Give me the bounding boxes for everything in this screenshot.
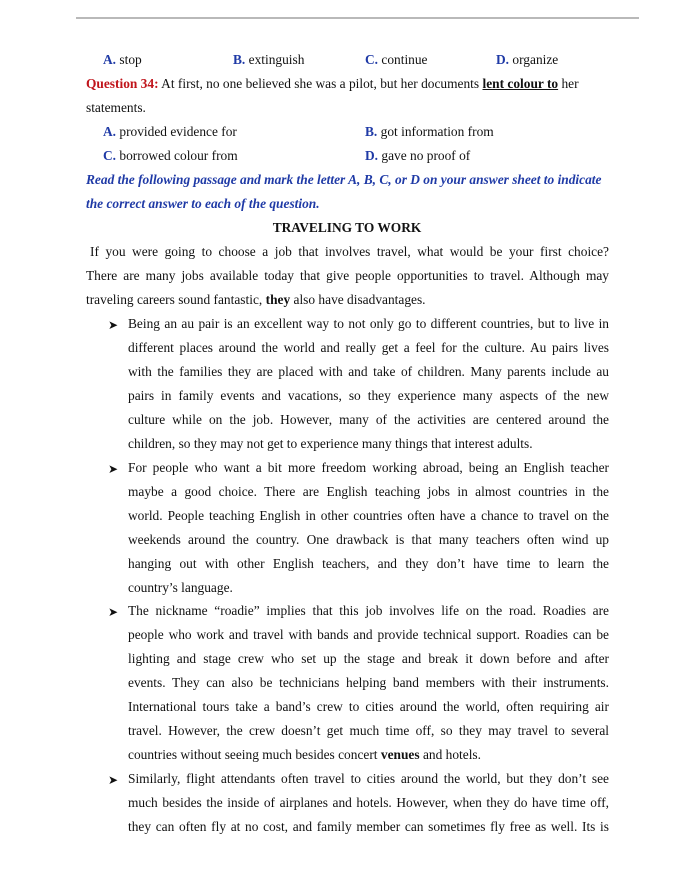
q34-stem-line2: statements.	[86, 100, 146, 115]
para4-line: they can often fly at no cost, and family member can sometimes fly free as well. Its is	[128, 819, 609, 834]
bullet-arrow-icon: ➤	[108, 462, 119, 476]
option-text: got information from	[380, 124, 494, 139]
emphasized-word: venues	[380, 747, 420, 762]
option-text: borrowed colour from	[119, 148, 238, 163]
intro-line: There are many jobs available today that give people opportunities to travel. Although may	[86, 268, 609, 283]
emphasized-word: they	[265, 292, 291, 307]
para3-line: lighting and stage crew who set up the stage and break it down before and after	[128, 651, 609, 666]
para2-line: For people who want a bit more freedom working abroad, being an English teacher	[128, 460, 609, 475]
option-text: extinguish	[248, 52, 305, 67]
option-text: provided evidence for	[119, 124, 237, 139]
para2-line: maybe a good choice. There are English teaching jobs in almost countries in the	[128, 484, 609, 499]
para1-line: with the families they are placed with and take of children. Many parents include au	[128, 364, 609, 379]
q34-stem	[86, 76, 610, 92]
para1-line: pairs in family events and vacations, so they experience many aspects of the new	[128, 388, 609, 403]
option-text: stop	[119, 52, 142, 67]
para3-line: The nickname “roadie” implies that this job involves life on the road. Roadies are	[128, 603, 609, 618]
option-label: C.	[103, 148, 117, 163]
option-label: B.	[233, 52, 246, 67]
option-label: D.	[365, 148, 379, 163]
question-text-end: her	[561, 76, 579, 91]
option-label: A.	[103, 52, 117, 67]
intro-line: If you were going to choose a job that involves travel, what would be your first choice?	[90, 244, 609, 259]
question-text: At first, no one believed she was a pilot, but her documents	[161, 76, 480, 91]
intro-last-line	[86, 292, 426, 308]
q34-option-b	[365, 124, 494, 140]
para1-line: children, so they may not get to experience many things that interest adults.	[128, 436, 533, 451]
passage-title: TRAVELING TO WORK	[272, 220, 422, 235]
top-rule	[76, 17, 639, 19]
option-label: D.	[496, 52, 510, 67]
para3-line: events. They can also be technicians helping band members with their instruments.	[128, 675, 609, 690]
bullet-arrow-icon: ➤	[108, 605, 119, 619]
para4-line: Similarly, flight attendants often travel to cities around the world, but they don’t see	[128, 771, 609, 786]
para3-line-end: and hotels.	[422, 747, 481, 762]
para2-line: world. People teaching English in other countries often have a chance to travel on the	[128, 508, 609, 523]
q33-option-c	[365, 52, 428, 68]
option-label: C.	[365, 52, 379, 67]
para3-line: International tours take a band’s crew to cities around the world, often requiring air	[128, 699, 609, 714]
para3-line: countries without seeing much besides concert	[128, 747, 378, 762]
q34-option-a	[103, 124, 237, 140]
para1-line: different places around the world and really get a feel for the culture. Au pairs lives	[128, 340, 609, 355]
q33-option-b	[233, 52, 304, 68]
intro-line-end: also have disadvantages.	[293, 292, 426, 307]
instruction-line-2: the correct answer to each of the question.	[86, 196, 320, 211]
para2-line: weekends around the country. One drawback is that many teachers often wind up	[128, 532, 609, 547]
option-text: organize	[512, 52, 559, 67]
para3-line: travel. However, the crew doesn’t get much time off, so they may travel to several	[128, 723, 609, 738]
intro-line: traveling careers sound fantastic,	[86, 292, 263, 307]
q33-option-d	[496, 52, 558, 68]
option-text: continue	[381, 52, 428, 67]
option-label: B.	[365, 124, 378, 139]
bullet-arrow-icon: ➤	[108, 773, 119, 787]
option-label: A.	[103, 124, 117, 139]
q34-option-c	[103, 148, 238, 164]
bullet-arrow-icon: ➤	[108, 318, 119, 332]
para2-line: hanging out with other English teachers, and they don’t have time to learn the	[128, 556, 609, 571]
para2-line: country’s language.	[128, 580, 233, 595]
para4-line: much besides the inside of airplanes and hotels. However, when they do have time off,	[128, 795, 609, 810]
instruction-line-1: Read the following passage and mark the letter A, B, C, or D on your answer sheet to indicate	[86, 172, 602, 187]
para1-line: culture while on the job. However, many of the activities are centered around the	[128, 412, 609, 427]
q33-option-a	[103, 52, 142, 68]
highlighted-phrase: lent colour to	[482, 76, 559, 91]
para3-last-line	[128, 747, 481, 763]
question-number: Question 34:	[86, 76, 159, 91]
para3-line: people who work and travel with bands and provide technical support. Roadies can be	[128, 627, 609, 642]
q34-option-d	[365, 148, 470, 164]
para1-line: Being an au pair is an excellent way to not only go to different countries, but to live in	[128, 316, 609, 331]
option-text: gave no proof of	[381, 148, 471, 163]
